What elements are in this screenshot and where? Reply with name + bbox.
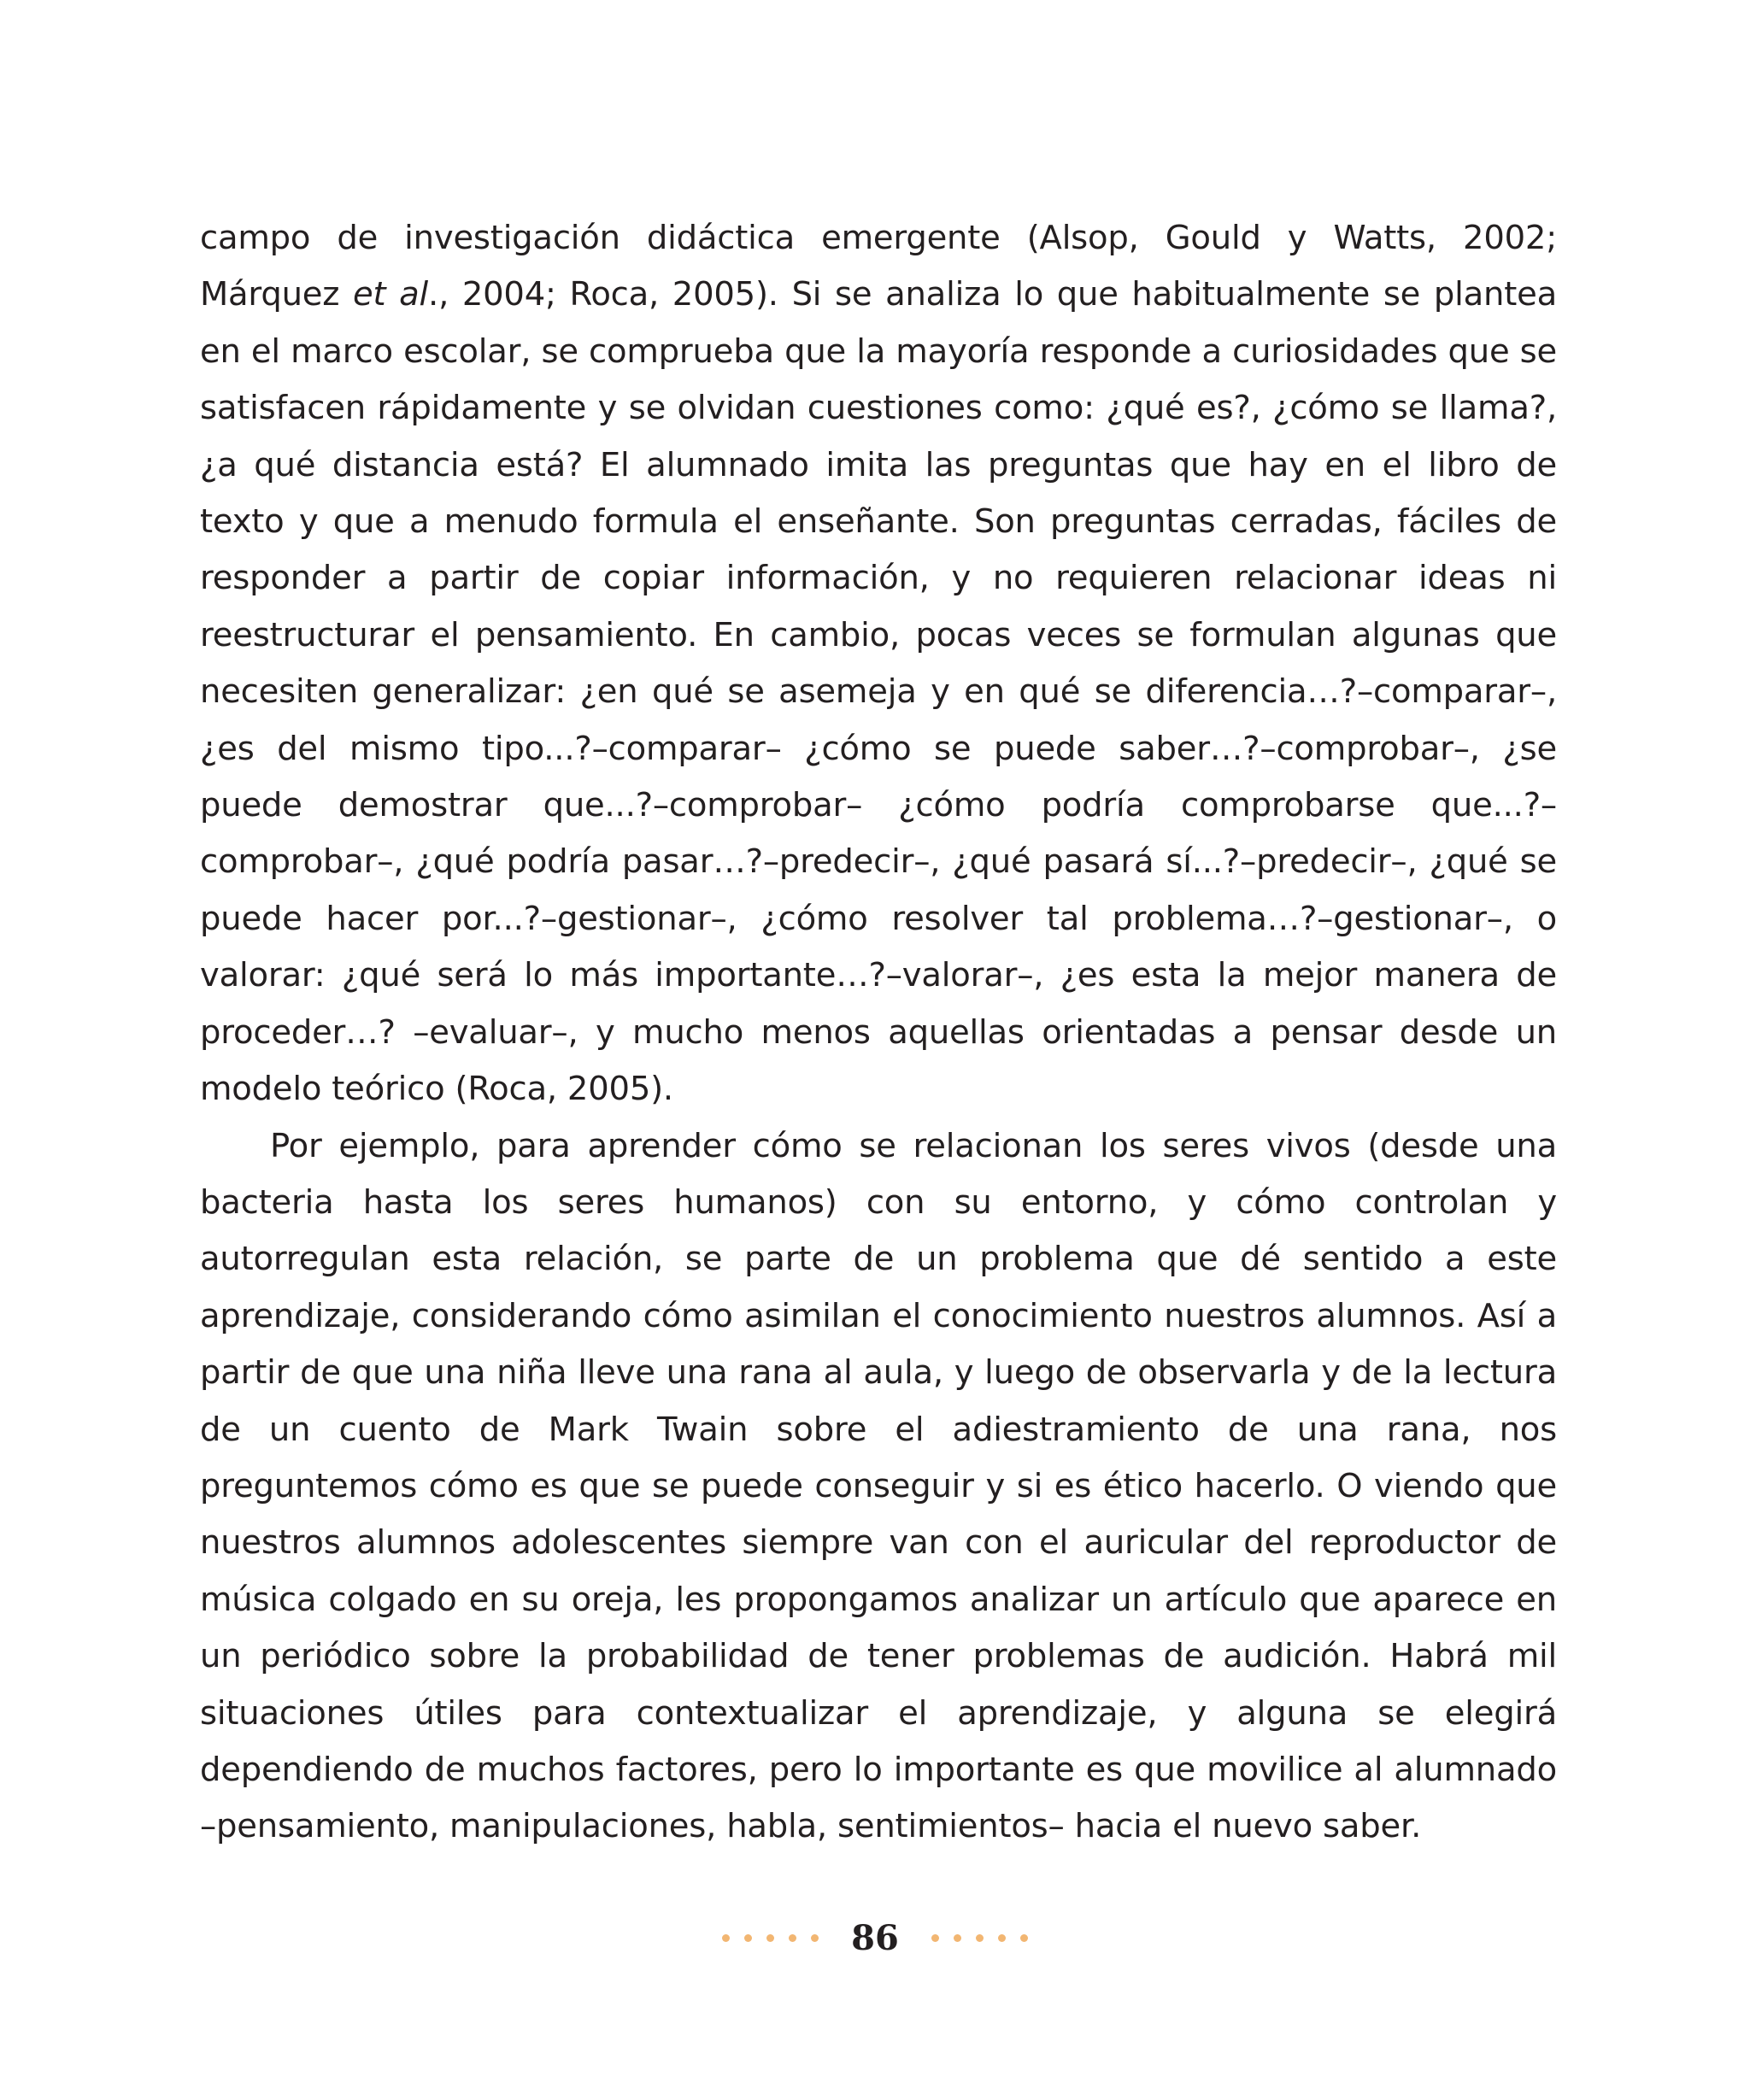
footer-dots-right bbox=[931, 1934, 1028, 1942]
footer-dot-icon bbox=[976, 1934, 984, 1942]
footer-dot-icon bbox=[744, 1934, 752, 1942]
footer-dot-icon bbox=[931, 1934, 939, 1942]
footer-dot-icon bbox=[722, 1934, 730, 1942]
page-footer bbox=[0, 1912, 1750, 1963]
paragraph-2: Por ejemplo, para aprender cómo se relacionan los seres vivos (desde una bacteria hasta los seres humanos) con su entorno, y cómo controlan y autorregulan esta relación, se parte de un problema que dé sentido a este aprendizaje, considerando cómo asimilan el conocimiento nuestros alumnos. Así a partir de que una niña lleve una rana al aula, y luego de observarla y de la lectura de un cuento de Mark Twain sobre el adiestramiento de una rana, nos preguntemos cómo es que se puede conseguir y si es ético hacerlo. O viendo que nuestros alumnos adolescentes siempre van con el auricular del reproductor de música colgado en su oreja, les propongamos analizar un artículo que aparece en un periódico sobre la probabilidad de tener problemas de audición. Habrá mil situaciones útiles para contextualizar el aprendizaje, y alguna se elegirá dependiendo de muchos factores, pero lo importante es que movilice al alumnado –pensamiento, manipulaciones, habla, sentimientos– hacia el nuevo saber. bbox=[200, 1126, 1557, 1846]
footer-dot-icon bbox=[1020, 1934, 1028, 1942]
footer-dots-left bbox=[722, 1934, 819, 1942]
footer-dot-icon bbox=[811, 1934, 819, 1942]
footer-dot-icon bbox=[998, 1934, 1006, 1942]
paragraph-1-text-end: ., 2004; Roca, 2005). Si se analiza lo que habitualmente se plantea en el marco escolar, se comprueba que la mayoría responde a curiosidades que se satisfacen rápidamente y se olvidan cuestiones como: ¿qué es?, ¿cómo se llama?, ¿a qué distancia está? El alumnado imita las preguntas que hay en el libro de texto y que a menudo formula el enseñante. Son preguntas cerradas, fáciles de responder a partir de copiar información, y no requieren relacionar ideas ni reestructurar el pensamiento. En cambio, pocas veces se formulan algunas que necesiten generalizar: ¿en qué se asemeja y en qué se diferencia…?–comparar–, ¿es del mismo tipo...?–comparar– ¿cómo se puede saber…?–comprobar–, ¿se puede demostrar que...?–comprobar– ¿cómo podría comprobarse que...?–comprobar–, ¿qué podría pasar…?–predecir–, ¿qué pasará sí...?–predecir–, ¿qué se puede hacer por...?–gestionar–, ¿cómo resolver tal problema…?–gestionar–, o valorar: ¿qué será lo más importante…?–valorar–, ¿es esta la mejor manera de proceder…? –evaluar–, y mucho menos aquellas orientadas a pensar desde un modelo teórico (Roca, 2005). bbox=[200, 275, 1557, 1109]
footer-dot-icon bbox=[954, 1934, 961, 1942]
paragraph-1 bbox=[200, 210, 1557, 1118]
body-text bbox=[200, 210, 1557, 1856]
footer-dot-icon bbox=[766, 1934, 774, 1942]
page-number: 86 bbox=[851, 1917, 899, 1958]
paragraph-1-italic: et al bbox=[353, 275, 429, 314]
footer-dot-icon bbox=[789, 1934, 796, 1942]
paragraph-1-text-start: campo de investigación didáctica emergente (Alsop, Gould y Watts, 2002; Márquez bbox=[200, 219, 1557, 314]
